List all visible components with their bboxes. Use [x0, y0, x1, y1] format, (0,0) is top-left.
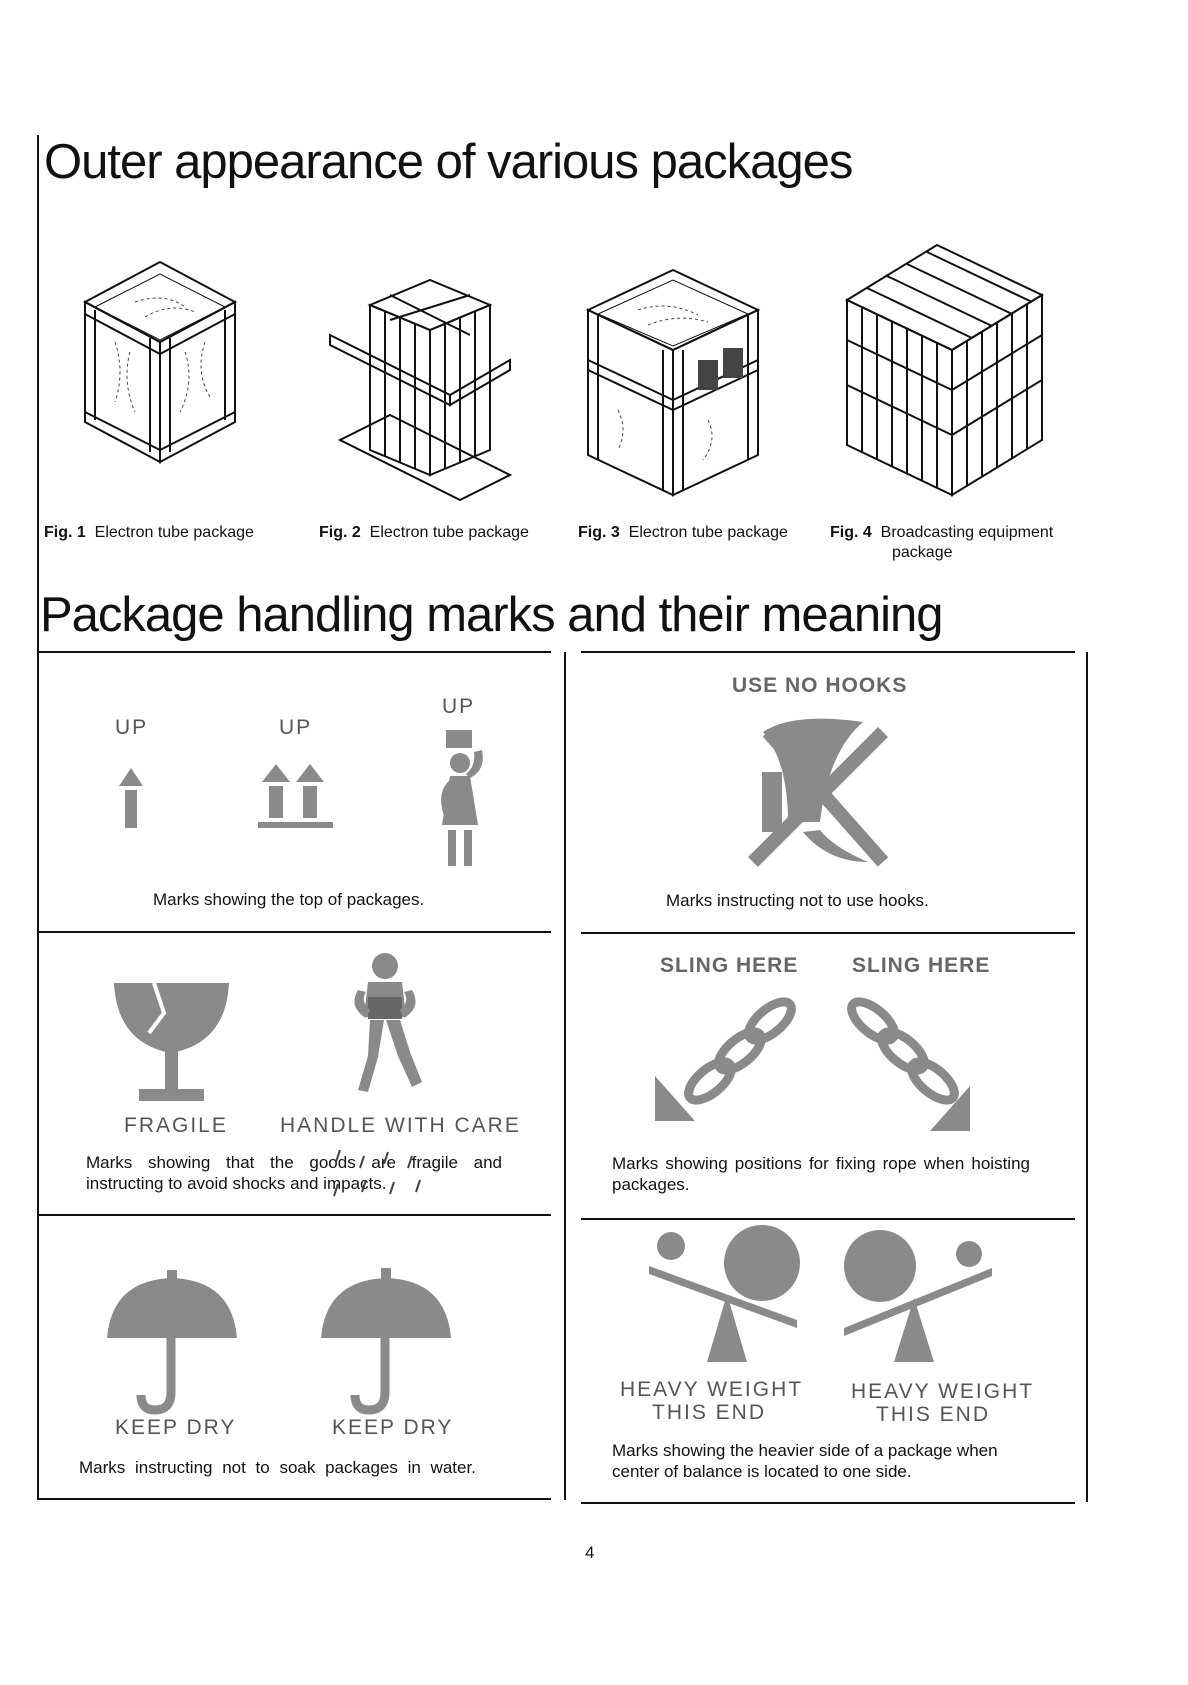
- sling-chain-right-icon: [845, 996, 995, 1131]
- rule-row2-left: [38, 1214, 551, 1216]
- fig2-text: Electron tube package: [369, 524, 529, 541]
- top-marks-description: Marks showing the top of packages.: [153, 890, 425, 909]
- heavy-weight-right-line1: HEAVY WEIGHT: [851, 1380, 1035, 1403]
- fig1-caption: [44, 524, 254, 542]
- crate-with-vents-icon: [588, 270, 768, 500]
- fig4-text-line1: Broadcasting equipment: [880, 524, 1054, 541]
- sling-here-label-right: SLING HERE: [852, 954, 991, 977]
- heavy-description: Marks showing the heavier side of a package when center of balance is located to one side.: [612, 1441, 998, 1481]
- page-title-outer-appearance: Outer appearance of various packages: [44, 135, 853, 189]
- balance-heavy-right-icon: [647, 1224, 827, 1364]
- sling-here-label-left: SLING HERE: [660, 954, 799, 977]
- use-no-hooks-label: USE NO HOOKS: [732, 674, 908, 697]
- center-column-rule: [564, 652, 566, 1500]
- balance-heavy-left-icon: [844, 1228, 1024, 1368]
- person-carrying-box-on-head-icon: [424, 730, 504, 870]
- fragile-description: Marks showing that the goods are fragile and instructing to avoid shocks and impacts.: [86, 1153, 502, 1193]
- fig3-text: Electron tube package: [628, 524, 788, 541]
- rule-row2-right: [581, 1218, 1075, 1220]
- rule-row1-left: [38, 931, 551, 933]
- slatted-crate-on-skids-icon: [330, 275, 510, 495]
- left-margin-rule: [37, 135, 39, 1500]
- keep-dry-label-right: KEEP DRY: [332, 1416, 454, 1439]
- no-hooks-icon: [748, 712, 888, 862]
- rule-bottom-left: [38, 1498, 551, 1500]
- up-label-2: UP: [279, 716, 313, 739]
- slatted-pallet-crate-icon: [847, 245, 1047, 505]
- fig4-number: Fig. 4: [830, 524, 872, 541]
- up-label-1: UP: [115, 716, 149, 739]
- page-number: 4: [585, 1543, 595, 1562]
- umbrella-left-icon: [107, 1270, 237, 1420]
- sling-chain-left-icon: [655, 996, 805, 1126]
- fig1-text: Electron tube package: [94, 524, 254, 541]
- person-carrying-box-icon: [340, 952, 430, 1097]
- rule-row1-right: [581, 932, 1075, 934]
- heavy-weight-left-line2: THIS END: [652, 1401, 767, 1424]
- dry-description: Marks instructing not to soak packages in water.: [79, 1458, 476, 1477]
- heavy-weight-left-line1: HEAVY WEIGHT: [620, 1378, 804, 1401]
- heavy-weight-right-line2: THIS END: [876, 1403, 991, 1426]
- keep-dry-label-left: KEEP DRY: [115, 1416, 237, 1439]
- rule-top-right: [581, 651, 1075, 653]
- fig4-caption: [830, 524, 1053, 542]
- section-title-handling-marks: Package handling marks and their meaning: [40, 588, 943, 642]
- hooks-description: Marks instructing not to use hooks.: [666, 891, 929, 910]
- fig4-caption-line2: package: [892, 544, 953, 561]
- fragile-glass-icon: [114, 983, 229, 1103]
- sling-description: Marks showing positions for fixing rope when hoisting packages.: [612, 1154, 1030, 1194]
- single-up-arrow-icon: [119, 768, 143, 828]
- double-up-arrow-icon: [258, 764, 333, 828]
- handle-with-care-label: HANDLE WITH CARE: [280, 1114, 521, 1137]
- umbrella-rain-icon: [316, 1140, 456, 1420]
- fragile-label: FRAGILE: [124, 1114, 228, 1137]
- wooden-crate-icon: [85, 262, 255, 462]
- fig3-number: Fig. 3: [578, 524, 620, 541]
- fig3-caption: [578, 524, 788, 542]
- fig2-caption: [319, 524, 529, 542]
- up-label-3: UP: [442, 695, 476, 718]
- rule-top-left: [38, 651, 551, 653]
- right-border-rule: [1086, 652, 1088, 1502]
- fig2-number: Fig. 2: [319, 524, 361, 541]
- rule-bottom-right: [581, 1502, 1075, 1504]
- fig1-number: Fig. 1: [44, 524, 86, 541]
